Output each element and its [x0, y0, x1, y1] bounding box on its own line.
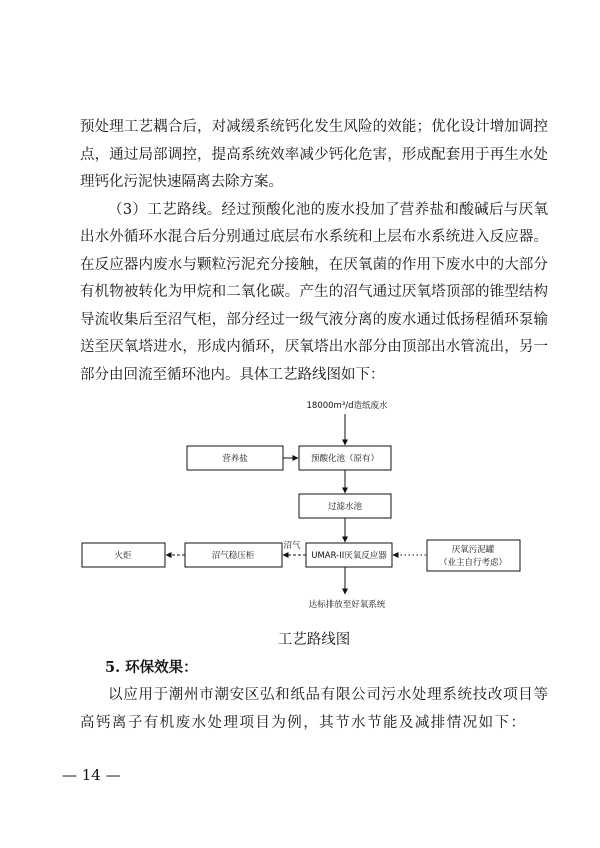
text-line: 出水外循环水混合后分别通过底层布水系统和上层布水系统进入反应器。 — [80, 229, 548, 245]
figure-caption: 工艺路线图 — [277, 632, 351, 648]
output-discharge-label: 达标排放至好氧系统 — [308, 600, 386, 610]
filter-tank-label: 过滤水池 — [327, 502, 363, 512]
sludge-tank-note: （业主自行考虑） — [438, 558, 508, 568]
text-line: 理钙化污泥快速隔离去除方案。 — [80, 174, 283, 190]
text-line: 导流收集后至沼气柜，部分经过一级气液分离的废水通过低扬程循环泵输 — [80, 311, 548, 328]
text-line: （3）工艺路线。经过预酸化池的废水投加了营养盐和酸碱后与厌氧 — [108, 201, 548, 218]
text-line: 有机物被转化为甲烷和二氧化碳。产生的沼气通过厌氧塔顶部的锥型结构 — [80, 284, 548, 300]
gas-holder-label: 沼气稳压柜 — [211, 551, 255, 561]
text-line: 以应用于潮州市潮安区弘和纸品有限公司污水处理系统技改项目等 — [108, 687, 548, 703]
nutrient-box-label: 营养盐 — [222, 454, 248, 464]
text-line: 预处理工艺耦合后，对减缓系统钙化发生风险的效能；优化设计增加调控 — [80, 119, 548, 135]
body-text-top — [80, 114, 548, 389]
text-line: 送至厌氧塔进水，形成内循环，厌氧塔出水部分由顶部出水管流出，另一 — [80, 339, 548, 355]
torch-label: 火炬 — [114, 551, 132, 561]
text-line: 在反应器内废水与颗粒污泥充分接触，在厌氧菌的作用下废水中的大部分 — [80, 256, 548, 273]
process-flow-diagram — [0, 390, 600, 620]
anaerobic-reactor-label: UMAR-II厌氧反应器 — [311, 551, 387, 561]
section-heading: 5. 环保效果： — [105, 659, 198, 676]
paragraph-process-efficacy — [80, 114, 548, 197]
paragraph-process-route — [80, 197, 548, 390]
page-number: — 14 — — [62, 766, 121, 784]
sludge-tank-label: 厌氧污泥罐 — [451, 545, 495, 555]
text-line: 部分由回流至循环池内。具体工艺路线图如下： — [80, 366, 385, 383]
preacidification-tank-label: 预酸化池（原有） — [310, 454, 380, 464]
text-line: 高钙离子有机废水处理项目为例，其节水节能及减排情况如下： — [80, 715, 525, 731]
biogas-label: 沼气 — [283, 541, 301, 551]
input-wastewater-label: 18000m³/d造纸废水 — [306, 401, 388, 411]
paragraph-environmental-effect — [80, 681, 548, 737]
text-line: 点，通过局部调控，提高系统效率减少钙化危害，形成配套用于再生水处 — [80, 146, 548, 163]
